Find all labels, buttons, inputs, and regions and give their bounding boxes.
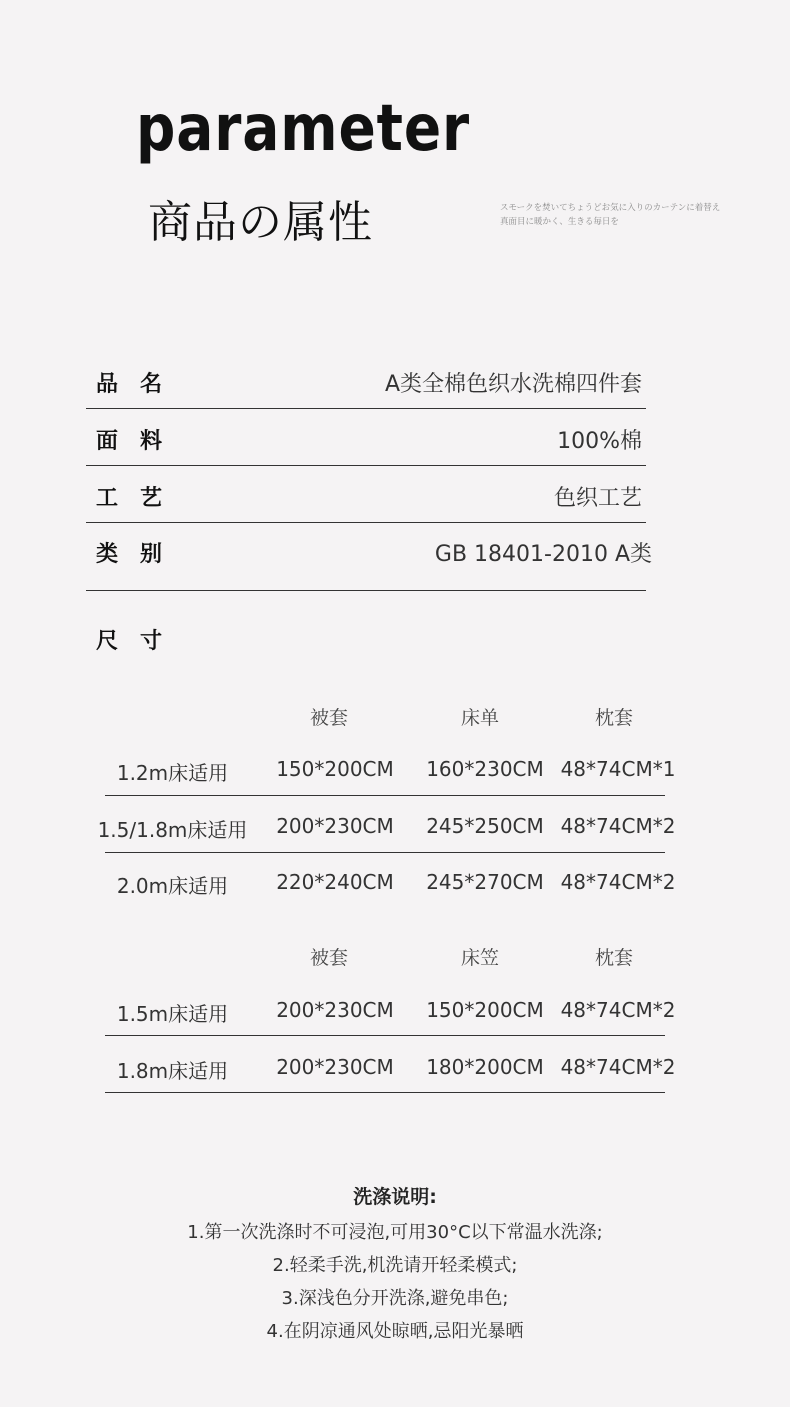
table2-header-fitted-sheet: 床笠 <box>461 947 500 969</box>
table-cell: 160*230CM <box>426 757 544 781</box>
divider <box>105 852 665 853</box>
table-cell: 48*74CM*2 <box>560 998 676 1022</box>
attr-row-category <box>86 523 652 591</box>
attr-value: 100%棉 <box>557 429 642 454</box>
size-section-title: 尺寸 <box>96 629 185 654</box>
attr-value: GB 18401-2010 A类 <box>434 542 652 567</box>
wash-line-2: 2.轻柔手洗,机洗请开轻柔模式; <box>272 1255 518 1276</box>
attr-label: 类别 <box>96 542 185 567</box>
table1-header-pillowcase: 枕套 <box>595 707 634 729</box>
page-title-cn: 商品の属性 <box>148 197 373 248</box>
table1-header-duvet: 被套 <box>310 707 349 729</box>
attr-label: 工艺 <box>96 486 185 511</box>
divider <box>86 465 646 466</box>
table-cell: 48*74CM*2 <box>560 870 676 894</box>
table-cell: 1.5m床适用 <box>116 1002 229 1026</box>
table-cell: 48*74CM*2 <box>560 814 676 838</box>
divider <box>105 795 665 796</box>
divider <box>105 1092 665 1093</box>
attr-value: 色织工艺 <box>553 486 642 511</box>
table-cell: 150*200CM <box>276 757 394 781</box>
table-cell: 180*200CM <box>426 1055 544 1079</box>
table-cell: 245*270CM <box>426 870 544 894</box>
table-cell: 1.2m床适用 <box>116 761 229 785</box>
table-cell: 245*250CM <box>426 814 544 838</box>
divider <box>86 590 646 591</box>
table-cell: 48*74CM*1 <box>560 757 676 781</box>
table-cell: 200*230CM <box>276 998 394 1022</box>
wash-line-3: 3.深浅色分开洗涤,避免串色; <box>281 1288 509 1309</box>
wash-title: 洗涤说明: <box>353 1186 437 1208</box>
wash-line-4: 4.在阴凉通风处晾晒,忌阳光暴晒 <box>266 1321 524 1342</box>
table1-header-sheet: 床单 <box>461 707 500 729</box>
table2-header-duvet: 被套 <box>310 947 349 969</box>
table-cell: 200*230CM <box>276 1055 394 1079</box>
table-cell: 48*74CM*2 <box>560 1055 676 1079</box>
table-cell: 220*240CM <box>276 870 394 894</box>
jp-caption-line-2: 真面目に暖かく、生きる毎日を <box>500 217 619 227</box>
attr-row-craft <box>86 467 646 523</box>
table-cell: 1.8m床适用 <box>116 1059 229 1083</box>
attr-label: 品名 <box>96 372 185 397</box>
attr-label: 面料 <box>96 429 185 454</box>
attr-row-fabric <box>86 410 646 466</box>
divider <box>86 408 646 409</box>
attr-row-name <box>86 353 646 409</box>
table-cell: 200*230CM <box>276 814 394 838</box>
table-cell: 150*200CM <box>426 998 544 1022</box>
divider <box>105 1035 665 1036</box>
attr-value: A类全棉色织水洗棉四件套 <box>384 372 642 397</box>
table-cell: 1.5/1.8m床适用 <box>97 818 248 842</box>
jp-caption-line-1: スモークを焚いてちょうどお気に入りのカーテンに着替え <box>500 203 721 213</box>
table2-header-pillowcase: 枕套 <box>595 947 634 969</box>
page-title-en: parameter <box>136 92 471 166</box>
wash-line-1: 1.第一次洗涤时不可浸泡,可用30°C以下常温水洗涤; <box>187 1222 603 1243</box>
table-cell: 2.0m床适用 <box>116 874 229 898</box>
